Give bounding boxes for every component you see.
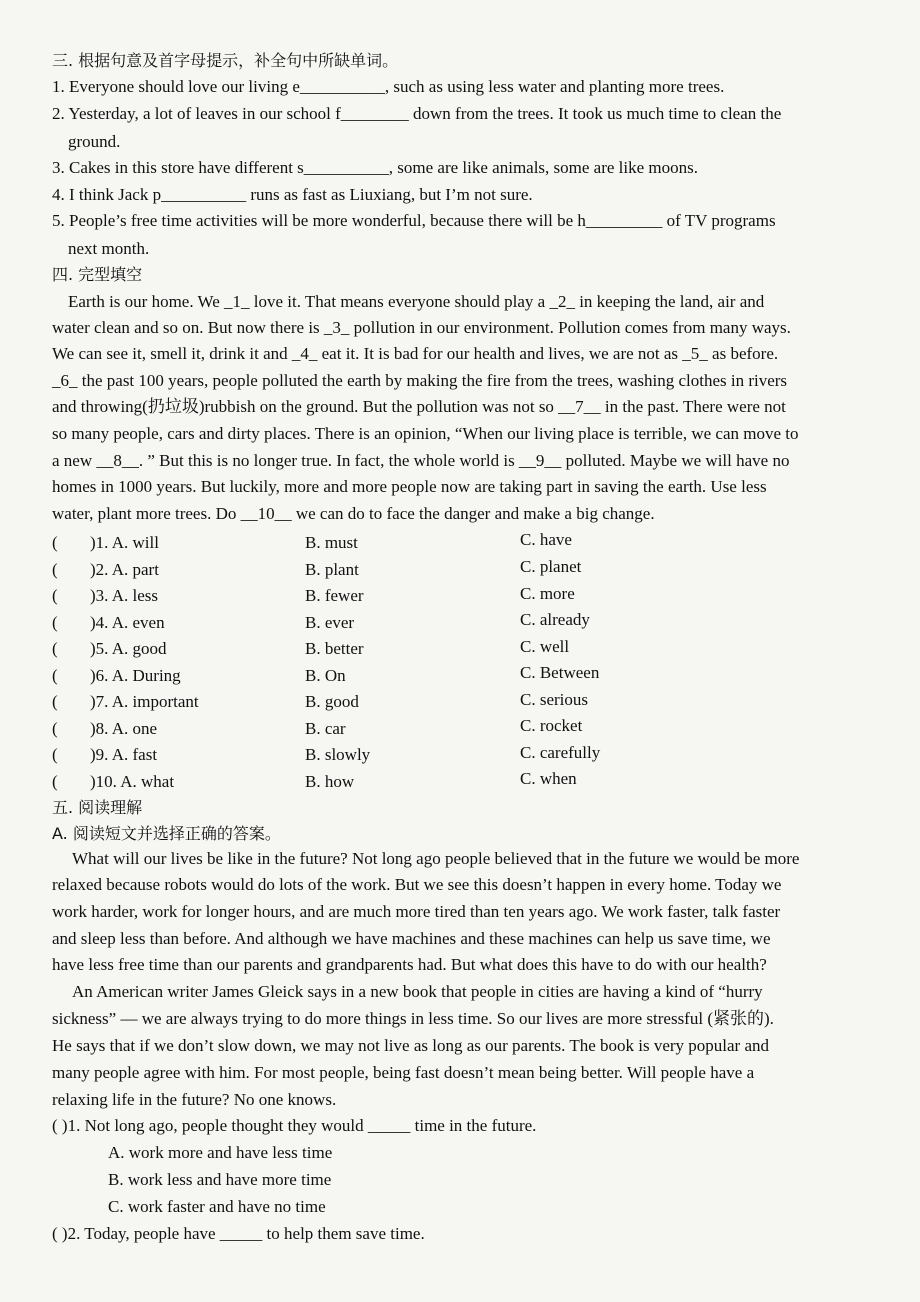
- option-c: C. more: [520, 584, 575, 603]
- option-b: B. must: [305, 533, 358, 552]
- s4-passage-line: Earth is our home. We _1_ love it. That means everyone should play a _2_ in keeping the land, air and: [68, 292, 765, 311]
- s5-passage-line: and sleep less than before. And although we have machines and these machines can help us save time, we: [52, 929, 771, 948]
- option-c: C. rocket: [520, 716, 583, 735]
- s5-passage-line: What will our lives be like in the future? Not long ago people believed that in the future we would be more: [72, 849, 800, 868]
- option-a: )6. A. During: [90, 666, 181, 685]
- section-3-title: 三. 根据句意及首字母提示，补全句中所缺单词。: [52, 51, 399, 70]
- option-c: C. planet: [520, 557, 582, 576]
- s4-passage-line: and throwing(扔垃圾)rubbish on the ground. But the pollution was not so __7__ in the past. There were not: [52, 397, 786, 416]
- answer-paren[interactable]: (: [52, 560, 58, 579]
- s4-passage-line: water, plant more trees. Do __10__ we can do to face the danger and make a big change.: [52, 504, 655, 523]
- option-a: )9. A. fast: [90, 745, 158, 764]
- answer-paren[interactable]: (: [52, 533, 58, 552]
- option-a: )4. A. even: [90, 613, 165, 632]
- option-c: C. Between: [520, 663, 600, 682]
- answer-paren[interactable]: (: [52, 666, 58, 685]
- option-b: B. ever: [305, 613, 355, 632]
- option-b: B. plant: [305, 560, 359, 579]
- option-b: B. fewer: [305, 586, 364, 605]
- answer-paren[interactable]: (: [52, 719, 58, 738]
- s3-question-5-cont: next month.: [68, 239, 150, 258]
- option-c: C. well: [520, 637, 570, 656]
- section-5-title: 五. 阅读理解: [52, 798, 143, 817]
- option-c: C. have: [520, 530, 572, 549]
- s4-passage-line: so many people, cars and dirty places. There is an opinion, “When our living place is terrible, we can move to: [52, 424, 799, 443]
- s5-passage-line: have less free time than our parents and grandparents had. But what does this have to do with our health?: [52, 955, 767, 974]
- s5-q1-option-a: A. work more and have less time: [108, 1143, 333, 1162]
- answer-paren[interactable]: (: [52, 772, 58, 791]
- option-c: C. when: [520, 769, 577, 788]
- s4-passage-line: We can see it, smell it, drink it and _4_ eat it. It is bad for our health and lives, we are not as _5_ as before.: [52, 344, 779, 363]
- option-a: )5. A. good: [90, 639, 167, 658]
- part-a-title: A. 阅读短文并选择正确的答案。: [52, 824, 281, 843]
- option-c: C. serious: [520, 690, 588, 709]
- s4-passage-line: water clean and so on. But now there is _3_ pollution in our environment. Pollution comes from many ways.: [52, 318, 791, 337]
- answer-paren[interactable]: (: [52, 692, 58, 711]
- option-b: B. how: [305, 772, 355, 791]
- s5-passage-line: relaxed because robots would do lots of the work. But we see this doesn’t happen in every home. Today we: [52, 875, 782, 894]
- answer-paren[interactable]: (: [52, 613, 58, 632]
- option-b: B. slowly: [305, 745, 371, 764]
- s5-passage-line: He says that if we don’t slow down, we may not live as long as our parents. The book is very popular and: [52, 1036, 770, 1055]
- option-b: B. better: [305, 639, 364, 658]
- option-a: )10. A. what: [90, 772, 175, 791]
- option-a: )3. A. less: [90, 586, 158, 605]
- s5-q1-option-b: B. work less and have more time: [108, 1170, 332, 1189]
- s3-question-4: 4. I think Jack p__________ runs as fast as Liuxiang, but I’m not sure.: [52, 185, 533, 204]
- option-a: )8. A. one: [90, 719, 158, 738]
- s5-question-2[interactable]: ( )2. Today, people have _____ to help them save time.: [52, 1224, 425, 1243]
- s3-question-1: 1. Everyone should love our living e__________, such as using less water and planting more trees.: [52, 77, 725, 96]
- answer-paren[interactable]: (: [52, 586, 58, 605]
- s5-passage-line: work harder, work for longer hours, and are much more tired than ten years ago. We work faster, talk faster: [52, 902, 781, 921]
- s4-passage-line: a new __8__. ” But this is no longer true. In fact, the whole world is __9__ polluted. Maybe we will have no: [52, 451, 790, 470]
- s3-question-2-cont: ground.: [68, 132, 121, 151]
- s5-passage-line: relaxing life in the future? No one knows.: [52, 1090, 337, 1109]
- s5-question-1[interactable]: ( )1. Not long ago, people thought they would _____ time in the future.: [52, 1116, 537, 1135]
- s4-passage-line: homes in 1000 years. But luckily, more and more people now are taking part in saving the earth. Use less: [52, 477, 767, 496]
- section-4-title: 四. 完型填空: [52, 265, 143, 284]
- s3-question-5: 5. People’s free time activities will be more wonderful, because there will be h_________ of TV programs: [52, 211, 776, 230]
- s5-passage-line: many people agree with him. For most people, being fast doesn’t mean being better. Will people have a: [52, 1063, 755, 1082]
- option-c: C. carefully: [520, 743, 601, 762]
- s3-question-2: 2. Yesterday, a lot of leaves in our school f________ down from the trees. It took us much time to clean the: [52, 104, 782, 123]
- s5-q1-option-c: C. work faster and have no time: [108, 1197, 326, 1216]
- s4-passage-line: _6_ the past 100 years, people polluted the earth by making the fire from the trees, washing clothes in rivers: [52, 371, 788, 390]
- option-a: )7. A. important: [90, 692, 199, 711]
- option-c: C. already: [520, 610, 590, 629]
- option-b: B. On: [305, 666, 346, 685]
- s5-passage-line: An American writer James Gleick says in a new book that people in cities are having a kind of “hurry: [72, 982, 763, 1001]
- s3-question-3: 3. Cakes in this store have different s__________, some are like animals, some are like moons.: [52, 158, 699, 177]
- option-a: )1. A. will: [90, 533, 159, 552]
- option-b: B. car: [305, 719, 346, 738]
- option-b: B. good: [305, 692, 359, 711]
- option-a: )2. A. part: [90, 560, 159, 579]
- answer-paren[interactable]: (: [52, 639, 58, 658]
- s5-passage-line: sickness” — we are always trying to do more things in less time. So our lives are more stressful (紧张的).: [52, 1009, 774, 1028]
- answer-paren[interactable]: (: [52, 745, 58, 764]
